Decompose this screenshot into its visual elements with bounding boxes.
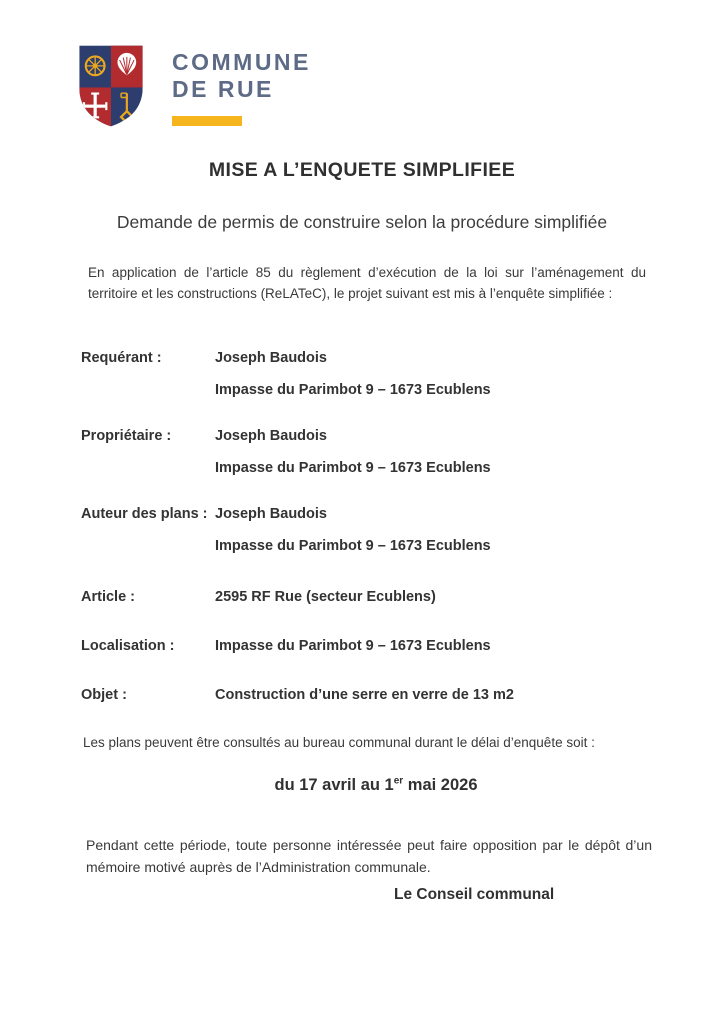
field-value: Joseph Baudois — [215, 350, 327, 366]
commune-name-line1: COMMUNE — [172, 49, 311, 75]
period-suffix: mai 2026 — [403, 776, 478, 794]
field-row-objet — [81, 687, 514, 704]
consultation-notice: Les plans peuvent être consultés au bureau communal durant le délai d’enquête soit : — [83, 735, 595, 750]
signature-conseil-communal: Le Conseil communal — [394, 886, 555, 903]
commune-wordmark — [172, 42, 311, 126]
commune-name-line2: DE RUE — [172, 76, 274, 102]
page-subtitle: Demande de permis de construire selon la procédure simplifiée — [116, 212, 608, 232]
page-title: MISE A L’ENQUETE SIMPLIFIEE — [208, 159, 516, 181]
intro-paragraph: En application de l’article 85 du règlement d’exécution de la loi sur l’aménagement du territoire et les constructions (ReLATeC), le projet suivant est mis à l’enquête simplifiée : — [88, 265, 646, 301]
field-label: Requérant : — [81, 350, 162, 366]
period-ordinal: er — [393, 775, 404, 787]
field-row-localisation — [81, 638, 491, 655]
field-label: Article : — [81, 589, 135, 605]
field-row-requerant — [81, 350, 491, 399]
yellow-accent-bar — [172, 116, 242, 126]
field-row-proprietaire — [81, 428, 491, 477]
wheel-emblem-icon — [86, 56, 105, 75]
field-label: Auteur des plans : — [81, 506, 208, 522]
opposition-notice: Pendant cette période, toute personne intéressée peut faire opposition par le dépôt d’un mémoire motivé auprès de l’Administration communale. — [86, 837, 652, 875]
field-value: 2595 RF Rue (secteur Ecublens) — [215, 589, 436, 605]
field-value: Joseph Baudois — [215, 506, 327, 522]
commune-header — [75, 42, 311, 130]
field-value: Impasse du Parimbot 9 – 1673 Ecublens — [215, 382, 491, 398]
field-label: Propriétaire : — [81, 428, 172, 444]
field-value: Impasse du Parimbot 9 – 1673 Ecublens — [215, 638, 491, 654]
field-row-article — [81, 589, 436, 606]
enquiry-period-date — [0, 776, 724, 795]
period-prefix: du 17 avril au 1 — [274, 776, 394, 794]
field-label: Localisation : — [81, 638, 175, 654]
field-value: Impasse du Parimbot 9 – 1673 Ecublens — [215, 538, 491, 554]
field-value: Joseph Baudois — [215, 428, 327, 444]
field-label: Objet : — [81, 687, 127, 703]
field-value: Impasse du Parimbot 9 – 1673 Ecublens — [215, 460, 491, 476]
field-value: Construction d’une serre en verre de 13 m2 — [215, 687, 514, 703]
field-row-auteur-des-plans — [81, 506, 491, 555]
commune-de-rue-coat-of-arms-icon — [75, 42, 147, 130]
